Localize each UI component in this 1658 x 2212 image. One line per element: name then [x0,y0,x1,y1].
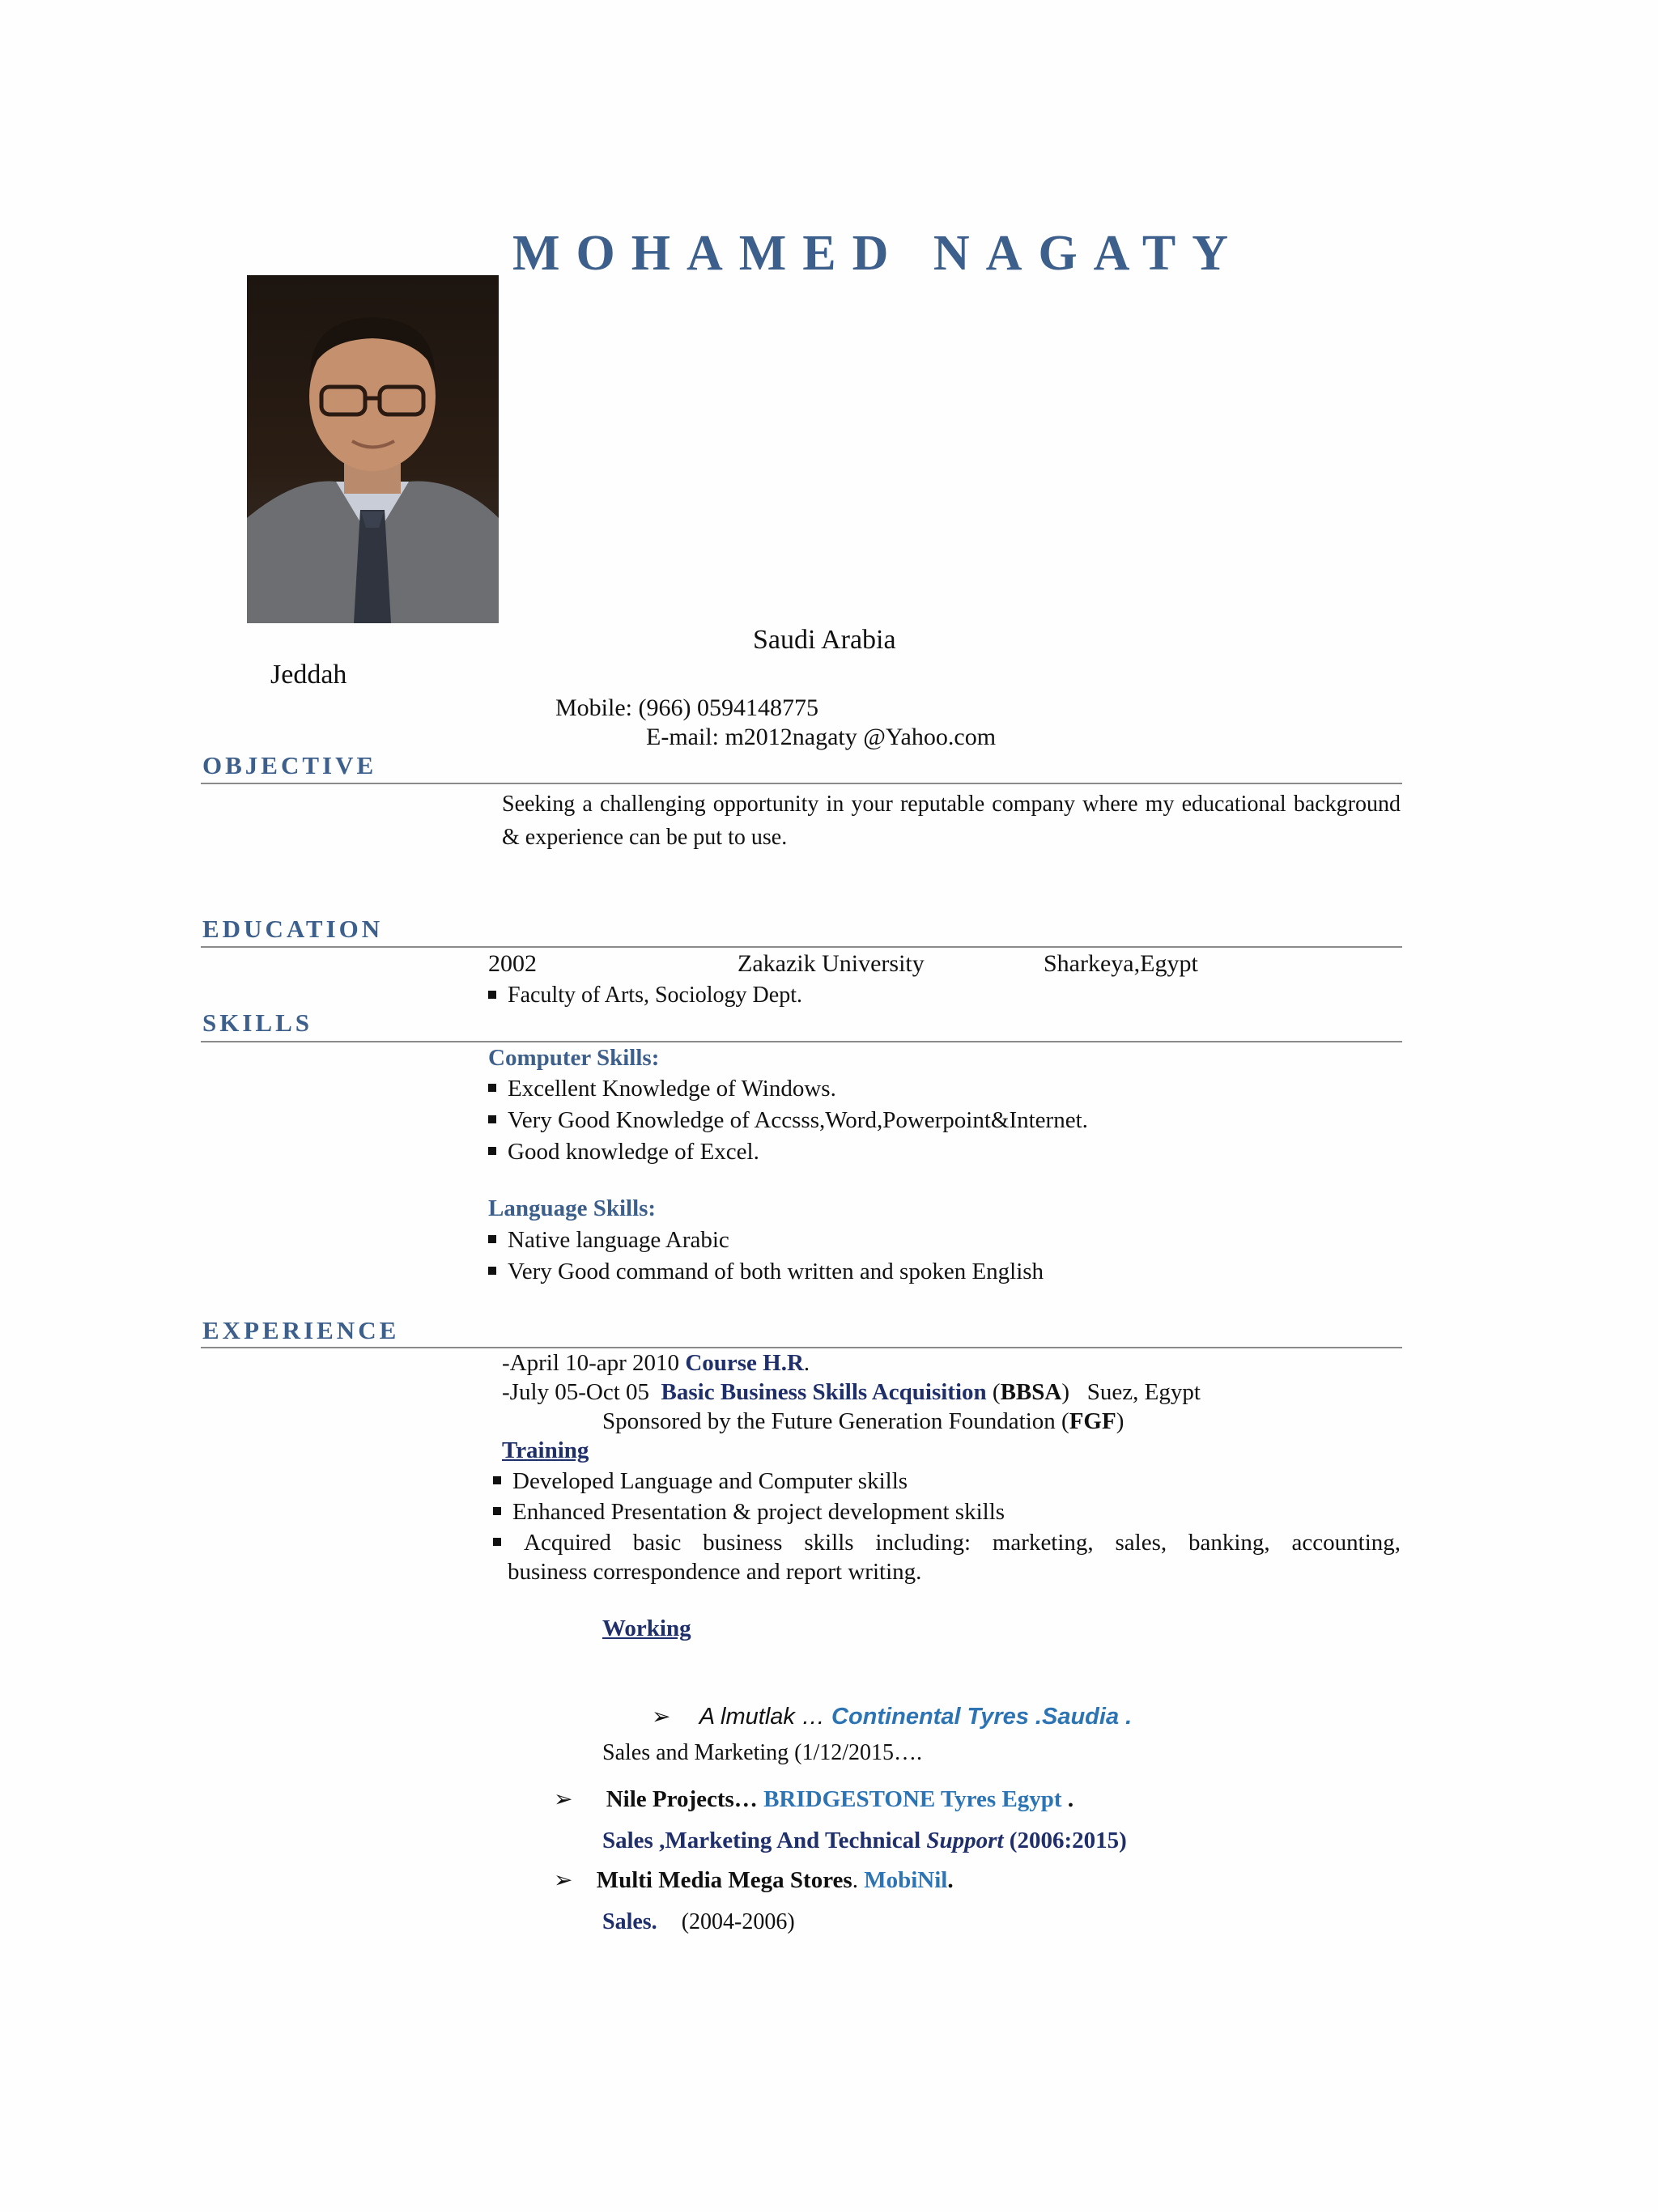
job-entry [652,1703,1132,1730]
job-entry: ➢ Multi Media Mega Stores. MobiNil. [554,1866,954,1893]
training-heading: Training [502,1437,589,1463]
profile-photo [247,275,499,623]
language-skill-item: Very Good command of both written and spoken English [488,1259,1044,1285]
bullet-icon [488,1147,496,1155]
objective-divider [201,783,1402,784]
job-brand: MobiNil [864,1867,948,1893]
job-company: A lmutlak … [699,1704,832,1730]
candidate-name: MOHAMED NAGATY [512,226,1244,281]
education-heading: EDUCATION [202,915,384,943]
training-item: Developed Language and Computer skills [493,1468,908,1495]
portrait-image [247,275,499,623]
working-heading: Working [602,1615,691,1641]
arrow-bullet-icon: ➢ [554,1866,573,1893]
course-bbsa-name: Basic Business Skills Acquisition [661,1379,987,1405]
skills-heading: SKILLS [202,1008,313,1037]
objective-heading: OBJECTIVE [202,751,377,779]
arrow-bullet-icon: ➢ [554,1785,573,1812]
training-item: Enhanced Presentation & project development skills [493,1499,1005,1526]
training-item: Acquired basic business skills including: marketing, sales, banking, accounting, [493,1530,1401,1556]
objective-text: Seeking a challenging opportunity in your reputable company where my educational background & experience can be put to use. [502,792,1401,850]
city-text: Jeddah [270,660,347,690]
language-skills-heading: Language Skills: [488,1195,657,1221]
education-divider [201,946,1402,948]
education-location: Sharkeya,Egypt [1044,950,1198,977]
bullet-icon [493,1507,501,1515]
course-hr-name: Course H.R [685,1350,804,1376]
skills-divider [201,1041,1402,1042]
bullet-icon [488,1084,496,1092]
sponsor-line: Sponsored by the Future Generation Foundation (FGF) [602,1408,1124,1434]
job-company: Multi Media Mega Stores [596,1867,852,1893]
experience-heading: EXPERIENCE [202,1316,400,1344]
education-university: Zakazik University [738,950,925,977]
language-skill-item: Native language Arabic [488,1227,729,1254]
computer-skill-item: Good knowledge of Excel. [488,1139,759,1165]
course-bbsa-line: -July 05-Oct 05 Basic Business Skills Acquisition (BBSA) Suez, Egypt [502,1379,1201,1405]
education-faculty [488,983,802,1008]
training-item-continuation: business correspondence and report writing. [508,1559,922,1585]
bullet-icon [488,1235,496,1243]
course-hr-line: -April 10-apr 2010 Course H.R. [502,1350,810,1376]
arrow-bullet-icon: ➢ [652,1703,671,1730]
country-text: Saudi Arabia [753,625,896,655]
job-role: Sales and Marketing (1/12/2015…. [602,1740,923,1765]
job-role: Sales. (2004-2006) [602,1909,795,1934]
email-text: E-mail: m2012nagaty @Yahoo.com [646,724,997,750]
job-company: Nile Projects… [606,1786,764,1812]
job-brand: BRIDGESTONE Tyres Egypt [763,1786,1062,1812]
job-role: Sales ,Marketing And Technical Support (2006:2015) [602,1828,1127,1853]
job-entry: ➢ Nile Projects… BRIDGESTONE Tyres Egypt . [554,1785,1074,1812]
faculty-text: Faculty of Arts, Sociology Dept. [508,983,802,1008]
bullet-icon [488,1267,496,1275]
bullet-icon [488,991,496,999]
computer-skill-item: Very Good Knowledge of Accsss,Word,Powerpoint&Internet. [488,1107,1088,1134]
education-year: 2002 [488,950,537,977]
bullet-icon [488,1115,496,1123]
experience-divider [201,1347,1402,1348]
computer-skills-heading: Computer Skills: [488,1045,660,1071]
mobile-text: Mobile: (966) 0594148775 [555,694,818,721]
bullet-icon [493,1538,501,1546]
bullet-icon [493,1476,501,1484]
computer-skill-item: Excellent Knowledge of Windows. [488,1076,836,1102]
job-brand: Continental Tyres .Saudia . [831,1704,1133,1730]
